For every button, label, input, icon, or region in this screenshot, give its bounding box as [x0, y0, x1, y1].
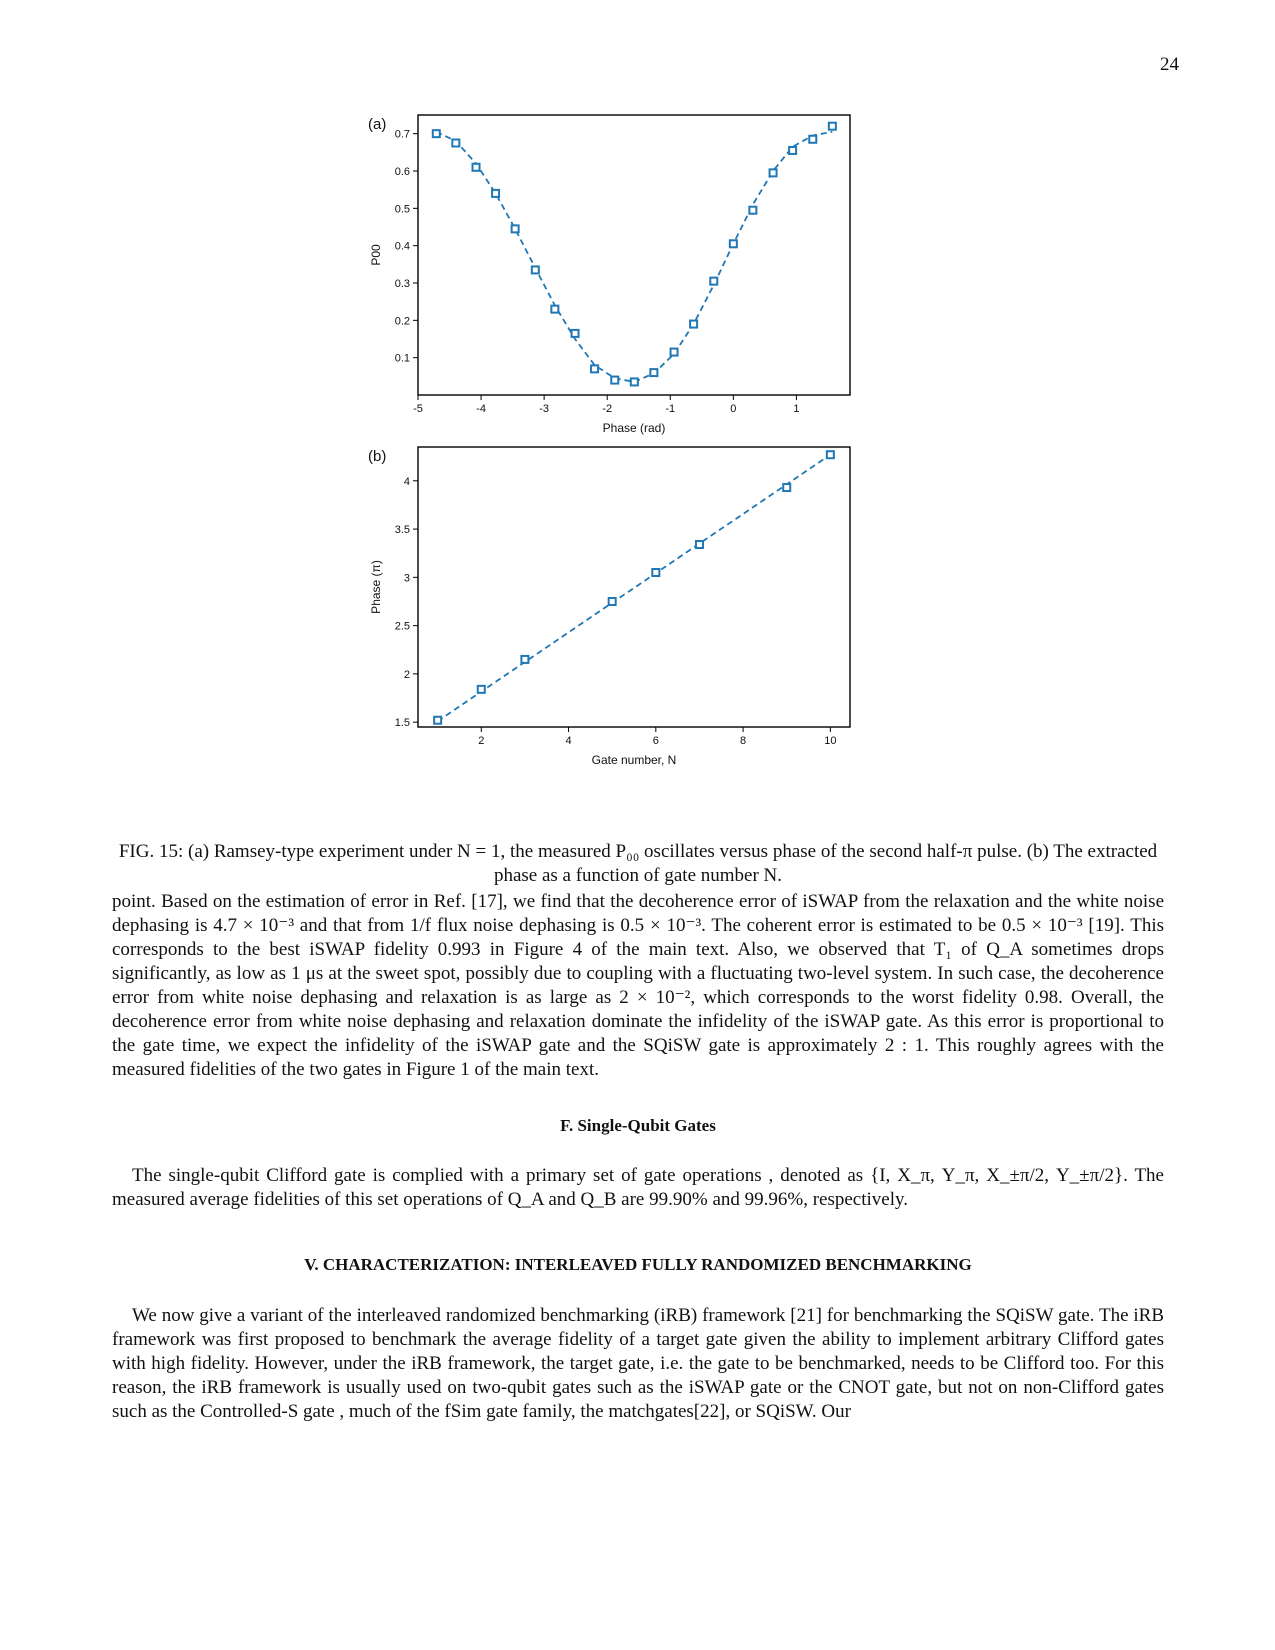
section-heading-single-qubit-gates: F. Single-Qubit Gates [560, 1116, 716, 1135]
data-point [749, 207, 756, 214]
y-tick-label: 4 [403, 475, 410, 488]
data-point [789, 147, 796, 154]
paragraph-irb: We now give a variant of the interleaved randomized benchmarking (iRB) framework [21] for benchmarking the SQiSW gate. The iRB framework was first proposed to benchmark the average fidelity of a target gate given the ability to implement arbitrary Clifford gates with high fidelity. However, under the iRB framework, the target gate, i.e. the gate to be benchmarked, needs to be Clifford too. For this reason, the iRB framework is usually used on two-qubit gates such as the iSWAP gate or the CNOT gate, but not on non-Clifford gates such as the Controlled-S gate , much of the fSim gate family, the matchgates[22], or SQiSW. Our [112, 1305, 1164, 1422]
data-point [829, 123, 836, 130]
data-point [770, 169, 777, 176]
y-tick-label: 3.5 [394, 524, 410, 537]
chart-panel-a [370, 110, 910, 440]
data-point [452, 140, 459, 147]
chart-panel-b [370, 442, 910, 772]
panel-a-label: (a) [368, 116, 387, 133]
y-axis-label: Phase (π) [369, 560, 383, 614]
x-tick-label: 4 [565, 735, 572, 747]
plot-frame [418, 115, 850, 395]
y-tick-label: 2.5 [394, 620, 410, 633]
data-point [783, 484, 790, 491]
x-tick-label: -2 [602, 403, 613, 415]
data-point [609, 598, 616, 605]
data-point [478, 686, 485, 693]
y-tick-label: 0.1 [394, 352, 410, 365]
data-point [532, 266, 539, 273]
data-point [611, 377, 618, 384]
y-tick-label: 1.5 [394, 717, 410, 730]
x-tick-label: 6 [652, 735, 659, 747]
data-point [631, 378, 638, 385]
x-tick-label: -4 [476, 403, 486, 415]
data-point [492, 190, 499, 197]
paragraph-single-qubit-gates: The single-qubit Clifford gate is complied with a primary set of gate operations , denoted as {I, X_π, Y_π, X_±π/2, Y_±π/2}. The measured average fidelities of this set operations of Q_A and Q_B are 99.90% and 99.96%, respectively. [112, 1165, 1164, 1210]
data-point [827, 451, 834, 458]
fit-line [438, 455, 831, 721]
y-tick-label: 0.7 [394, 128, 410, 141]
x-tick-label: 0 [730, 403, 737, 415]
x-tick-label: -1 [665, 403, 676, 415]
x-tick-label: 10 [824, 735, 837, 747]
y-tick-label: 0.6 [394, 166, 410, 178]
section-heading-irb: V. CHARACTERIZATION: INTERLEAVED FULLY RANDOMIZED BENCHMARKING [304, 1255, 972, 1274]
data-point [433, 130, 440, 137]
data-point [710, 278, 717, 285]
page-number: 24 [1160, 54, 1179, 75]
data-point [809, 136, 816, 143]
data-point [434, 717, 441, 724]
x-tick-label: 8 [740, 735, 747, 747]
y-tick-label: 2 [403, 668, 410, 681]
data-point [652, 569, 659, 576]
data-point [690, 321, 697, 328]
figure-caption: FIG. 15: (a) Ramsey-type experiment under N = 1, the measured P₀₀ oscillates versus phase of the second half-π pulse. (b) The extracted phase as a function of gate number N. [118, 841, 1158, 886]
y-tick-label: 3 [403, 572, 410, 585]
data-point [671, 349, 678, 356]
data-point [512, 225, 519, 232]
data-point [730, 240, 737, 247]
y-tick-label: 0.5 [394, 203, 410, 216]
x-axis-label: Gate number, N [591, 753, 677, 767]
data-point [473, 164, 480, 171]
x-tick-label: -5 [413, 403, 423, 415]
y-tick-label: 0.4 [394, 240, 410, 253]
data-point [650, 369, 657, 376]
y-tick-label: 0.3 [394, 278, 410, 290]
y-axis-label: P00 [369, 244, 383, 266]
x-tick-label: 1 [793, 403, 800, 415]
data-point [696, 541, 703, 548]
data-point [551, 306, 558, 313]
x-tick-label: 2 [478, 735, 485, 747]
y-tick-label: 0.2 [394, 315, 410, 328]
data-point [521, 656, 528, 663]
panel-b-label: (b) [368, 448, 387, 465]
x-axis-label: Phase (rad) [602, 421, 666, 435]
paragraph-iswap-error: point. Based on the estimation of error in Ref. [17], we find that the decoherence error of iSWAP from the relaxation and the white noise dephasing is 4.7 × 10⁻³ and that from 1/f flux noise dephasing is 0.5 × 10⁻³. The coherent error is estimated to be 0.5 × 10⁻³ [19]. This corresponds to the best iSWAP fidelity 0.993 in Figure 4 of the main text. Also, we observed that T₁ of Q_A sometimes drops significantly, as low as 1 μs at the sweet spot, possibly due to coupling with a fluctuating two-level system. In such case, the decoherence error from white noise dephasing and relaxation is as large as 2 × 10⁻², which corresponds to the worst fidelity 0.98. Overall, the decoherence error from white noise dephasing and relaxation dominate the infidelity of the iSWAP gate. As this error is proportional to the gate time, we expect the infidelity of the iSWAP gate and the SQiSW gate is approximately 2 : 1. This roughly agrees with the measured fidelities of the two gates in Figure 1 of the main text. [112, 891, 1164, 1080]
x-tick-label: -3 [539, 403, 550, 415]
data-point [572, 330, 579, 337]
data-point [591, 365, 598, 372]
